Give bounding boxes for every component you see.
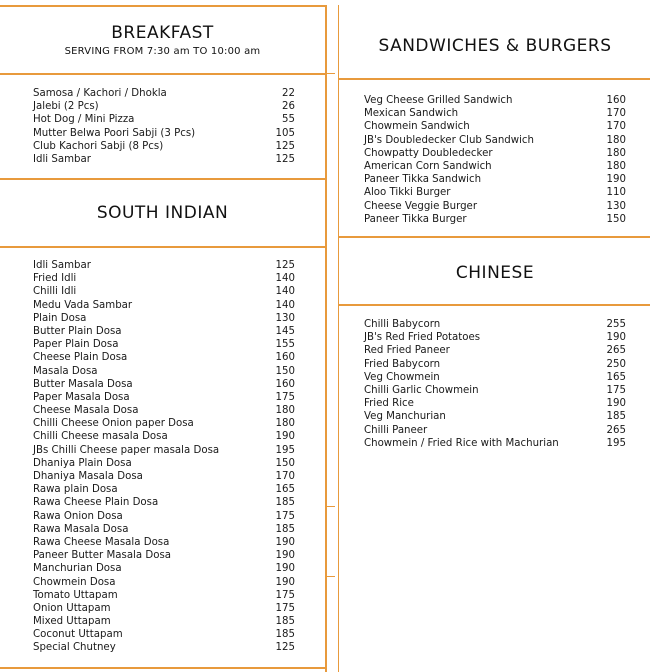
menu-item-name: Fried Idli	[33, 273, 77, 285]
menu-item-name: Idli Sambar	[33, 260, 91, 271]
menu-item	[364, 358, 626, 371]
menu-item-name: Plain Dosa	[33, 312, 87, 324]
menu-item-price: 55	[282, 114, 295, 126]
menu-item-price: 170	[606, 108, 626, 120]
menu-item	[33, 602, 295, 615]
menu-item-price: 170	[275, 471, 295, 482]
menu-item-name: Rawa Onion Dosa	[33, 510, 123, 522]
menu-item-price: 190	[606, 174, 626, 186]
menu-item-price: 195	[275, 444, 295, 456]
menu-item-name: Rawa plain Dosa	[33, 484, 118, 496]
menu-item	[33, 549, 295, 562]
menu-item-price: 105	[275, 127, 295, 139]
menu-item-name: Paneer Butter Masala Dosa	[33, 550, 171, 562]
menu-item	[33, 576, 295, 589]
divider-line	[338, 304, 650, 306]
menu-item-price: 130	[606, 200, 626, 212]
menu-item-name: Hot Dog / Mini Pizza	[33, 114, 135, 126]
menu-item-price: 265	[606, 424, 626, 436]
divider-line	[338, 5, 339, 672]
menu-item	[33, 483, 295, 496]
menu-item-price: 190	[275, 550, 295, 562]
menu-item-price: 150	[275, 457, 295, 469]
menu-item-name: Chilli Garlic Chowmein	[364, 384, 479, 396]
menu-item-name: Chowmein Dosa	[33, 576, 116, 588]
menu-item-name: Chilli Idli	[33, 286, 77, 298]
divider-tick	[327, 576, 335, 577]
menu-item-price: 125	[275, 140, 295, 152]
menu-item-name: Paneer Tikka Burger	[364, 213, 467, 225]
menu-item	[364, 410, 626, 423]
divider-line	[0, 73, 327, 75]
menu-item-price: 175	[275, 510, 295, 522]
menu-item	[364, 200, 626, 213]
menu-item	[33, 562, 295, 575]
divider-line	[338, 78, 650, 80]
menu-item-price: 170	[606, 121, 626, 133]
menu-item-price: 175	[606, 384, 626, 396]
menu-item-name: Chilli Babycorn	[364, 319, 441, 330]
menu-item	[364, 344, 626, 357]
menu-item-price: 160	[606, 95, 626, 106]
menu-item-price: 165	[606, 371, 626, 383]
menu-item-price: 195	[606, 437, 626, 449]
menu-item-name: Special Chutney	[33, 642, 116, 654]
menu-item-name: Tomato Uttapam	[33, 589, 118, 601]
divider-line	[0, 667, 327, 669]
menu-item	[364, 424, 626, 437]
menu-item	[33, 457, 295, 470]
divider-tick	[327, 73, 335, 74]
menu-item	[33, 113, 295, 126]
south-indian-title: SOUTH INDIAN	[96, 203, 229, 223]
menu-item-name: Chowpatty Doubledecker	[364, 147, 493, 159]
menu-item	[33, 100, 295, 113]
menu-item-price: 140	[275, 273, 295, 285]
menu-item	[33, 259, 295, 272]
menu-item-price: 145	[275, 325, 295, 337]
menu-item-price: 140	[275, 299, 295, 311]
menu-item	[33, 272, 295, 285]
menu-item-name: Club Kachori Sabji (8 Pcs)	[33, 140, 164, 152]
menu-item	[33, 444, 295, 457]
menu-item	[33, 378, 295, 391]
menu-item-name: Masala Dosa	[33, 365, 98, 377]
menu-item-name: Paper Plain Dosa	[33, 339, 119, 351]
menu-item	[364, 331, 626, 344]
menu-item-name: Cheese Veggie Burger	[364, 200, 478, 212]
menu-item-price: 155	[275, 339, 295, 351]
menu-item	[364, 384, 626, 397]
chinese-items-list	[364, 318, 626, 450]
south-indian-items-list	[33, 259, 295, 655]
menu-item	[364, 160, 626, 173]
menu-item-price: 175	[275, 589, 295, 601]
menu-item-price: 22	[282, 88, 295, 99]
menu-item-name: Samosa / Kachori / Dhokla	[33, 88, 167, 99]
menu-item-price: 150	[606, 213, 626, 225]
menu-item	[33, 351, 295, 364]
divider-line	[0, 246, 327, 248]
menu-item-price: 110	[606, 187, 626, 199]
menu-item	[364, 213, 626, 226]
menu-item-name: JBs Chilli Cheese paper masala Dosa	[33, 444, 220, 456]
menu-item	[364, 94, 626, 107]
menu-item	[33, 87, 295, 100]
menu-item-price: 250	[606, 358, 626, 370]
menu-item	[364, 371, 626, 384]
menu-item	[33, 391, 295, 404]
divider-tick	[327, 506, 335, 507]
menu-item-price: 180	[606, 147, 626, 159]
menu-item	[33, 365, 295, 378]
chinese-title: CHINESE	[455, 263, 535, 283]
menu-item-price: 180	[275, 405, 295, 417]
breakfast-subtitle: SERVING FROM 7:30 am TO 10:00 am	[64, 46, 261, 57]
menu-item-name: Chilli Cheese Onion paper Dosa	[33, 418, 194, 430]
menu-item-price: 140	[275, 286, 295, 298]
menu-item-price: 255	[606, 319, 626, 330]
menu-item	[364, 134, 626, 147]
divider-line	[338, 236, 650, 238]
menu-item	[33, 523, 295, 536]
menu-item-price: 175	[275, 391, 295, 403]
sandwiches-title: SANDWICHES & BURGERS	[378, 36, 612, 56]
menu-item-name: Chilli Cheese masala Dosa	[33, 431, 168, 443]
menu-item	[364, 147, 626, 160]
menu-item-name: Chilli Paneer	[364, 424, 428, 436]
menu-item	[33, 589, 295, 602]
menu-item-name: Veg Chowmein	[364, 371, 440, 383]
menu-item-price: 185	[275, 629, 295, 641]
breakfast-title: BREAKFAST	[111, 23, 214, 43]
menu-item-name: Aloo Tikki Burger	[364, 187, 451, 199]
menu-item-name: Mexican Sandwich	[364, 108, 459, 120]
menu-item-price: 175	[275, 602, 295, 614]
menu-item	[33, 153, 295, 166]
menu-item	[364, 107, 626, 120]
sandwiches-items-list	[364, 94, 626, 226]
menu-item-price: 190	[606, 398, 626, 410]
menu-item-price: 185	[275, 497, 295, 509]
menu-item-name: Mixed Uttapam	[33, 616, 111, 628]
menu-item	[33, 615, 295, 628]
menu-item-name: JB's Red Fried Potatoes	[364, 332, 481, 344]
menu-item	[33, 285, 295, 298]
menu-item-price: 265	[606, 345, 626, 357]
menu-item-name: Butter Masala Dosa	[33, 378, 133, 390]
menu-item-name: Dhaniya Masala Dosa	[33, 471, 143, 482]
menu-item	[33, 496, 295, 509]
menu-item-price: 165	[275, 484, 295, 496]
menu-item-name: Idli Sambar	[33, 153, 91, 165]
menu-item	[364, 437, 626, 450]
menu-item-name: Cheese Masala Dosa	[33, 405, 139, 417]
menu-item	[33, 299, 295, 312]
menu-item-name: Manchurian Dosa	[33, 563, 122, 575]
menu-item-price: 150	[275, 365, 295, 377]
menu-item	[33, 338, 295, 351]
menu-item	[33, 641, 295, 654]
menu-item-price: 125	[275, 260, 295, 271]
menu-item-name: Red Fried Paneer	[364, 345, 450, 357]
menu-item	[364, 120, 626, 133]
menu-item-price: 160	[275, 352, 295, 364]
menu-item-name: Paneer Tikka Sandwich	[364, 174, 482, 186]
menu-item-name: Butter Plain Dosa	[33, 325, 122, 337]
menu-item-name: Fried Rice	[364, 398, 414, 410]
menu-item-price: 180	[606, 134, 626, 146]
menu-item	[33, 404, 295, 417]
menu-item-name: Chowmein Sandwich	[364, 121, 470, 133]
menu-item-price: 130	[275, 312, 295, 324]
breakfast-items-list	[33, 87, 295, 166]
menu-item	[33, 510, 295, 523]
menu-item-price: 190	[275, 431, 295, 443]
menu-item	[364, 173, 626, 186]
menu-item	[33, 127, 295, 140]
menu-item-price: 180	[275, 418, 295, 430]
menu-item-name: Fried Babycorn	[364, 358, 441, 370]
menu-item-name: Paper Masala Dosa	[33, 391, 130, 403]
menu-item-price: 185	[275, 523, 295, 535]
menu-item-name: American Corn Sandwich	[364, 160, 492, 172]
menu-item-price: 190	[275, 563, 295, 575]
menu-item-price: 185	[606, 411, 626, 423]
menu-item	[33, 628, 295, 641]
menu-item	[33, 430, 295, 443]
menu-item-name: Rawa Cheese Masala Dosa	[33, 536, 170, 548]
menu-item-name: Coconut Uttapam	[33, 629, 123, 641]
menu-item-price: 180	[606, 160, 626, 172]
menu-item-price: 125	[275, 153, 295, 165]
menu-item-price: 190	[275, 536, 295, 548]
menu-item-price: 190	[275, 576, 295, 588]
menu-item	[33, 536, 295, 549]
menu-item-price: 190	[606, 332, 626, 344]
menu-item-name: Chowmein / Fried Rice with Machurian	[364, 437, 559, 449]
menu-item-name: Onion Uttapam	[33, 602, 111, 614]
menu-item	[33, 312, 295, 325]
menu-item-name: Rawa Masala Dosa	[33, 523, 129, 535]
menu-item	[364, 397, 626, 410]
menu-item-price: 125	[275, 642, 295, 654]
menu-item	[33, 417, 295, 430]
menu-item-name: Medu Vada Sambar	[33, 299, 133, 311]
menu-item	[33, 325, 295, 338]
menu-item-name: JB's Doubledecker Club Sandwich	[364, 134, 534, 146]
menu-item	[364, 186, 626, 199]
menu-item-name: Rawa Cheese Plain Dosa	[33, 497, 159, 509]
menu-item	[33, 140, 295, 153]
menu-item-price: 160	[275, 378, 295, 390]
menu-item-name: Veg Manchurian	[364, 411, 446, 423]
menu-item-name: Cheese Plain Dosa	[33, 352, 128, 364]
menu-item-name: Veg Cheese Grilled Sandwich	[364, 95, 513, 106]
divider-line	[325, 5, 327, 672]
menu-item-price: 26	[282, 101, 295, 113]
menu-item-price: 185	[275, 616, 295, 628]
divider-line	[0, 178, 327, 180]
menu-item	[364, 318, 626, 331]
divider-line	[0, 5, 327, 7]
menu-item	[33, 470, 295, 483]
menu-item-name: Dhaniya Plain Dosa	[33, 457, 132, 469]
menu-item-name: Mutter Belwa Poori Sabji (3 Pcs)	[33, 127, 196, 139]
menu-item-name: Jalebi (2 Pcs)	[33, 101, 99, 113]
